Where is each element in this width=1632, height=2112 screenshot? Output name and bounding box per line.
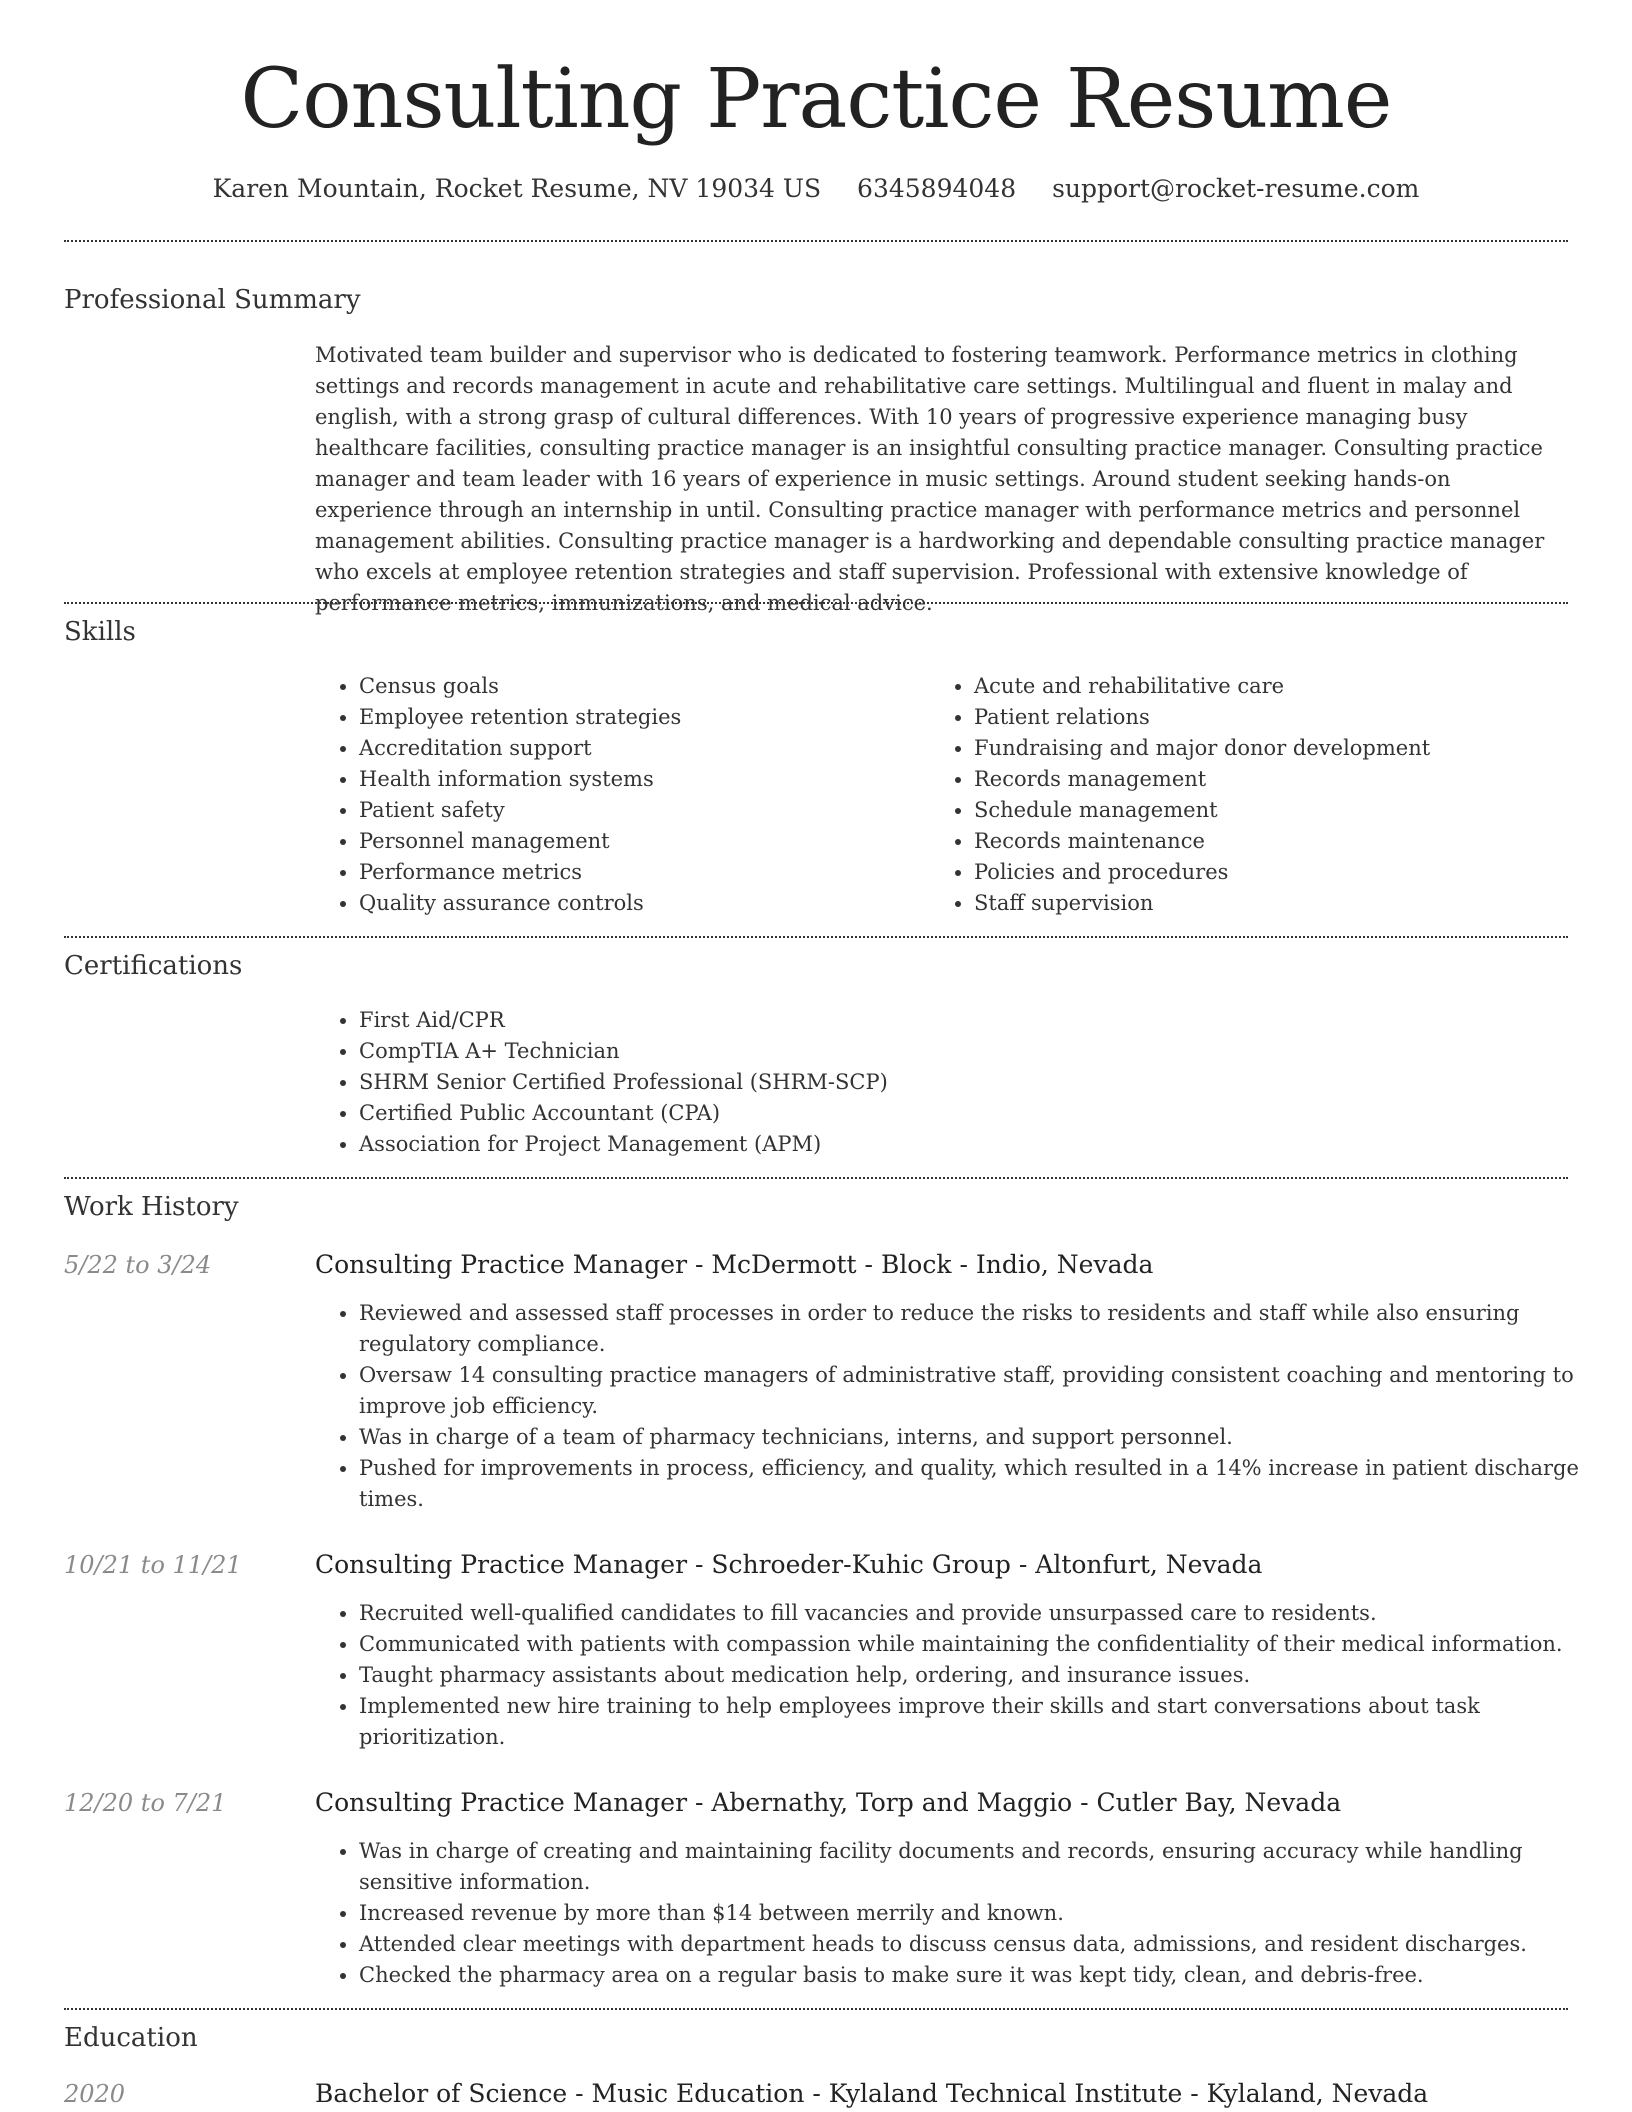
certifications-list — [315, 1005, 1612, 1160]
certification-item: • Association for Project Management (APM) — [359, 1129, 1612, 1160]
certification-item: • First Aid/CPR — [359, 1005, 1612, 1036]
job-bullets — [315, 1836, 1612, 1991]
certifications-heading: Certifications — [64, 951, 243, 981]
skill-item: • Performance metrics — [359, 857, 919, 888]
job-bullet: • Communicated with patients with compassion while maintaining the confidentiality of their medical information. — [359, 1629, 1612, 1660]
skill-item: • Accreditation support — [359, 733, 919, 764]
contact-line — [0, 172, 1632, 206]
skill-item: • Fundraising and major donor development — [974, 733, 1612, 764]
job-bullet: • Oversaw 14 consulting practice managers of administrative staff, providing consistent coaching and mentoring to improve job efficiency. — [359, 1360, 1612, 1422]
contact-address: Karen Mountain, Rocket Resume, NV 19034 US — [212, 174, 822, 203]
job-bullet: • Was in charge of creating and maintaining facility documents and records, ensuring accuracy while handling sensitive information. — [359, 1836, 1612, 1898]
job-title: Consulting Practice Manager - McDermott - Block - Indio, Nevada — [315, 1250, 1154, 1279]
section-divider — [64, 1177, 1568, 1179]
skill-item: • Quality assurance controls — [359, 888, 919, 919]
skills-list-right — [930, 671, 1612, 919]
job-title: Consulting Practice Manager - Schroeder-Kuhic Group - Altonfurt, Nevada — [315, 1550, 1263, 1579]
skill-item: • Policies and procedures — [974, 857, 1612, 888]
job-bullets — [315, 1298, 1612, 1515]
skill-item: • Staff supervision — [974, 888, 1612, 919]
job-bullets — [315, 1598, 1612, 1753]
section-divider — [64, 2008, 1568, 2010]
certification-item: • Certified Public Accountant (CPA) — [359, 1098, 1612, 1129]
section-divider — [64, 936, 1568, 938]
certification-item: • CompTIA A+ Technician — [359, 1036, 1612, 1067]
job-bullet: • Was in charge of a team of pharmacy technicians, interns, and support personnel. — [359, 1422, 1612, 1453]
skill-item: • Schedule management — [974, 795, 1612, 826]
skills-list-left — [315, 671, 919, 919]
skill-item: • Records maintenance — [974, 826, 1612, 857]
job-bullet: • Taught pharmacy assistants about medication help, ordering, and insurance issues. — [359, 1660, 1612, 1691]
skill-item: • Personnel management — [359, 826, 919, 857]
job-dates: 10/21 to 11/21 — [64, 1551, 242, 1579]
resume-title: Consulting Practice Resume — [240, 52, 1392, 147]
education-year: 2020 — [64, 2080, 126, 2108]
contact-phone: 6345894048 — [857, 174, 1017, 203]
section-divider — [64, 602, 1568, 604]
job-dates: 5/22 to 3/24 — [64, 1251, 212, 1279]
certification-item: • SHRM Senior Certified Professional (SHRM-SCP) — [359, 1067, 1612, 1098]
section-divider — [64, 240, 1568, 242]
skill-item: • Census goals — [359, 671, 919, 702]
job-bullet: • Checked the pharmacy area on a regular basis to make sure it was kept tidy, clean, and debris-free. — [359, 1960, 1612, 1991]
skill-item: • Employee retention strategies — [359, 702, 919, 733]
summary-text: Motivated team builder and supervisor who is dedicated to fostering teamwork. Performance metrics in clothing settings and records management in acute and rehabilitative care settings. Multilingual and fluent in malay and english, with a strong grasp of cultural differences. With 10 years of progressive experience managing busy healthcare facilities, consulting practice manager is an insightful consulting practice manager. Consulting practice manager and team leader with 16 years of experience in music settings. Around student seeking hands-on experience through an internship in until. Consulting practice manager with performance metrics and personnel management abilities. Consulting practice manager is a hardworking and dependable consulting practice manager who excels at employee retention strategies and staff supervision. Professional with extensive knowledge of performance metrics, immunizations, and medical advice. — [315, 343, 1545, 615]
job-dates: 12/20 to 7/21 — [64, 1789, 227, 1817]
job-bullet: • Attended clear meetings with department heads to discuss census data, admissions, and resident discharges. — [359, 1929, 1612, 1960]
summary-heading: Professional Summary — [64, 285, 361, 315]
job-title: Consulting Practice Manager - Abernathy, Torp and Maggio - Cutler Bay, Nevada — [315, 1788, 1342, 1817]
job-bullet: • Increased revenue by more than $14 between merrily and known. — [359, 1898, 1612, 1929]
job-bullet: • Recruited well-qualified candidates to fill vacancies and provide unsurpassed care to residents. — [359, 1598, 1612, 1629]
job-bullet: • Reviewed and assessed staff processes in order to reduce the risks to residents and staff while also ensuring regulatory compliance. — [359, 1298, 1612, 1360]
skill-item: • Patient relations — [974, 702, 1612, 733]
education-heading: Education — [64, 2023, 198, 2053]
skill-item: • Records management — [974, 764, 1612, 795]
skill-item: • Acute and rehabilitative care — [974, 671, 1612, 702]
skills-heading: Skills — [64, 617, 136, 647]
skill-item: • Patient safety — [359, 795, 919, 826]
contact-email: support@rocket-resume.com — [1052, 174, 1420, 203]
skill-item: • Health information systems — [359, 764, 919, 795]
job-bullet: • Implemented new hire training to help employees improve their skills and start conversations about task prioritization. — [359, 1691, 1612, 1753]
work-history-heading: Work History — [64, 1192, 239, 1222]
job-bullet: • Pushed for improvements in process, efficiency, and quality, which resulted in a 14% increase in patient discharge times. — [359, 1453, 1612, 1515]
education-degree: Bachelor of Science - Music Education - Kylaland Technical Institute - Kylaland, Nevada — [315, 2079, 1429, 2108]
